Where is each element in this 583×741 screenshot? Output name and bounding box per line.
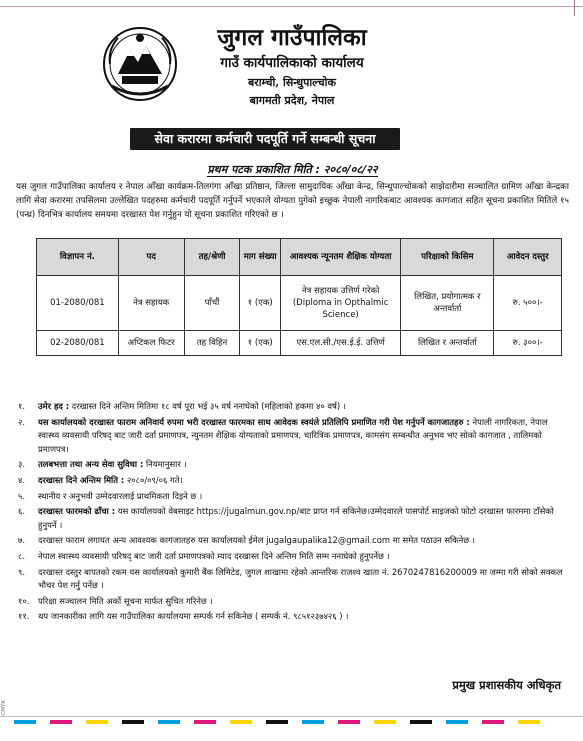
term-heading: दरखास्त दिने अन्तिम मिति :: [38, 474, 125, 485]
term-number: २.: [18, 416, 26, 427]
cell-level: पाँचौं: [184, 276, 240, 331]
term-item: [16, 400, 569, 414]
col-fee: आवेदन दस्तुर: [494, 239, 562, 276]
table-row: [37, 276, 562, 331]
term-number: ३.: [18, 459, 26, 470]
term-number: ४.: [18, 474, 26, 485]
col-ad-number: विज्ञापन नं.: [37, 239, 119, 276]
letterhead-titles: [162, 24, 422, 110]
term-item: [16, 416, 569, 457]
cell-quantity: १ (एक): [240, 331, 280, 356]
term-text: स्थानीय र अनुभवी उम्मेदवारलाई प्राथमिकता दिइने छ ।: [38, 490, 203, 501]
cyan-bar: [446, 720, 468, 724]
cell-level: तह विहिन: [184, 331, 240, 356]
term-item: [16, 534, 569, 548]
col-level: तह/श्रेणी: [184, 239, 240, 276]
color-registration-bars: [14, 720, 574, 726]
cell-ad-number: 02-2080/081: [37, 331, 119, 356]
term-text: दरखास्त फाराम लगायत अन्य आवश्यक कागजातहरु यस कार्यालयको ईमेल jugalgaupalika12@gmail.com मा समेत पठाउन सकिनेछ ।: [38, 535, 475, 546]
col-exam-type: परिक्षाको किसिम: [401, 239, 494, 276]
term-item: [16, 474, 569, 488]
term-text: २०८०/०९/०६ गते।: [124, 474, 183, 485]
term-text: नेपाली नागरिकता, नेपाल स्वास्थ्य व्यवसायी परिषद् बाट जारी दर्ता प्रमाणपत्र, न्युनतम शैक्षिक योग्यताको प्रमाणपत्र, चारित्रिक प्रमाणपत्र, कामसंग सम्बन्धीत अनुभव भए सोको कागजात , तालिमको प्रमाणपत्र।: [38, 416, 548, 454]
col-post: पद: [118, 239, 184, 276]
magenta-bar: [482, 720, 504, 724]
cell-fee: रु. ३००।-: [494, 331, 562, 356]
yellow-bar: [518, 720, 540, 724]
cell-qualification: एस.एल.सी./एस.ई.ई. उत्तिर्ण: [280, 331, 400, 356]
cyan-bar: [14, 720, 36, 724]
term-heading: उमेर हद :: [38, 401, 70, 411]
municipality-name: जुगल गाउँपालिका: [217, 24, 367, 51]
col-qualification: आवश्यक न्यूनतम शैक्षिक योग्यता: [280, 239, 400, 276]
cell-ad-number: 01-2080/081: [37, 276, 119, 331]
cell-post: नेत्र सहायक: [118, 276, 184, 331]
crop-mark: [574, 0, 575, 16]
term-number: ८.: [18, 550, 26, 561]
term-item: [16, 610, 569, 624]
notice-page: [12, 10, 573, 710]
table-header-row: [37, 239, 562, 276]
address-line-1: बराम्ची, सिन्धुपाल्चोक: [248, 76, 336, 89]
cyan-bar: [158, 720, 180, 724]
term-heading: तलबभत्ता तथा अन्य सेवा सुविधा :: [38, 459, 144, 470]
magenta-bar: [338, 720, 360, 724]
terms-list: [16, 400, 569, 626]
cell-exam-type: लिखित र अन्तर्वार्ता: [401, 331, 494, 356]
top-border: [0, 0, 583, 7]
term-number: १०.: [18, 595, 30, 606]
vacancy-table: [36, 238, 562, 356]
yellow-bar: [374, 720, 396, 724]
magenta-bar: [50, 720, 72, 724]
yellow-bar: [86, 720, 108, 724]
term-item: [16, 566, 569, 593]
term-heading: यस कार्यालयको दरखास्त फाराम अनिवार्य रुपमा भरी दरखास्त फारमका साथ आवेदक स्वयंले प्रतिलिपि प्रमाणित गरी पेश गर्नुपर्ने कागजातहरु :: [38, 416, 470, 427]
term-item: [16, 505, 569, 532]
term-text: परिक्षा सञ्चालन मिति अर्को सूचना मार्फत सुचित गरिनेछ ।: [38, 595, 213, 606]
term-text: थप जानकारीका लागि यस गाउँपालिका कार्यालयमा सम्पर्क गर्न सकिनेछ ( सम्पर्क नं. ९८५१२३७४२६ ) ।: [38, 611, 349, 622]
term-item: [16, 458, 569, 472]
term-item: [16, 595, 569, 609]
notice-title: सेवा करारमा कर्मचारी पदपूर्ति गर्ने सम्बन्धी सूचना: [130, 128, 400, 150]
term-number: ५.: [18, 490, 26, 501]
cell-fee: रु. ५००।-: [494, 276, 562, 331]
term-text: यस कार्यालयको वेबसाइट https://jugalmun.gov.np/बाट प्राप्त गर्न सकिनेछ।उम्मेदवारले पासपोर्ट साइजको फोटो दरखास्त फारममा टाँसेको हुनुपर्ने ।: [38, 506, 554, 530]
intro-paragraph: यस जुगल गाउँपालिका कार्यालय र नेपाल आँखा कार्यक्रम-तिलगंगा आँखा प्रतिष्ठान, जिल्ला सामुदायिक आँखा केन्द्र, सिन्धुपाल्चोकको साझेदारीमा सञ्चालित ग्रामिण आँखा केन्द्रका लागि सेवा करारमा तपसिलमा उल्लेखित पदहरुमा कर्मचारी पदपूर्ति गर्नुपर्ने भएकाले योग्यता पुगेको इच्छुक नेपाली नागरिकबाट आवश्यक कागजात सहित सूचना प्रकाशित मितिले १५ (पन्ध्र) दिनभित्र कार्यालय समयमा दरखास्त पेश गर्नुहुन यो सूचना प्रकाशित गरिएको छ ।: [16, 182, 569, 220]
term-text: नेपाल स्वास्थ्य व्यवसायी परिषद् बाट जारी दर्ता प्रमाणपत्रको म्याद दरखास्त दिने अन्तिम मिति सम्म ननाघेको हुनुपर्नेछ ।: [38, 550, 390, 561]
black-bar: [410, 720, 432, 724]
black-bar: [266, 720, 288, 724]
cell-exam-type: लिखित, प्रयोगात्मक र अन्तर्वार्ता: [401, 276, 494, 331]
term-text: दरखास्त दिने अन्तिम मितिमा १८ वर्ष पूरा भई ३५ वर्ष ननाघेको (महिलाको हकमा ४० वर्ष) ।: [69, 401, 346, 411]
office-name: गाउँ कार्यपालिकाको कार्यालय: [220, 55, 364, 71]
cell-qualification: नेत्र सहायक उत्तिर्ण गरेको (Diploma in Opthalmic Science): [280, 276, 400, 331]
print-mark-label: CMYK: [1, 700, 7, 716]
term-number: ६.: [18, 506, 26, 517]
term-number: ९.: [18, 566, 26, 577]
term-heading: दरखास्त फारमको ढाँचा :: [38, 506, 116, 517]
term-number: ११.: [18, 611, 30, 622]
signatory-title: प्रमुख प्रशासकीय अधिकृत: [452, 678, 561, 692]
col-quantity: माग संख्या: [240, 239, 280, 276]
address-line-2: बागमती प्रदेश, नेपाल: [249, 94, 335, 107]
term-item: [16, 550, 569, 564]
term-item: [16, 490, 569, 504]
publication-date: [12, 162, 573, 177]
black-bar: [122, 720, 144, 724]
bottom-rule: [0, 716, 583, 717]
publication-date-text: प्रथम पटक प्रकाशित मिति : २०८०/०८/२२: [207, 163, 378, 176]
cyan-bar: [302, 720, 324, 724]
yellow-bar: [230, 720, 252, 724]
term-text: दरखास्त दस्तुर बापतको रकम यस कार्यालयको कुमारी बैंक लिमिटेड, जुगल शाखामा रहेको आन्तरिक राजश्व खाता नं. 2670247816200009 मा जम्मा गरी सोको सक्कल भौचर पेश गर्नु पर्नेछ ।: [38, 566, 563, 591]
table-row: [37, 331, 562, 356]
term-text: नियमानुसार ।: [143, 459, 187, 470]
term-number: १.: [18, 401, 26, 411]
letterhead: [12, 10, 573, 128]
term-number: ७.: [18, 535, 26, 546]
magenta-bar: [194, 720, 216, 724]
cell-quantity: १ (एक): [240, 276, 280, 331]
cell-post: अप्टिकल फिटर: [118, 331, 184, 356]
